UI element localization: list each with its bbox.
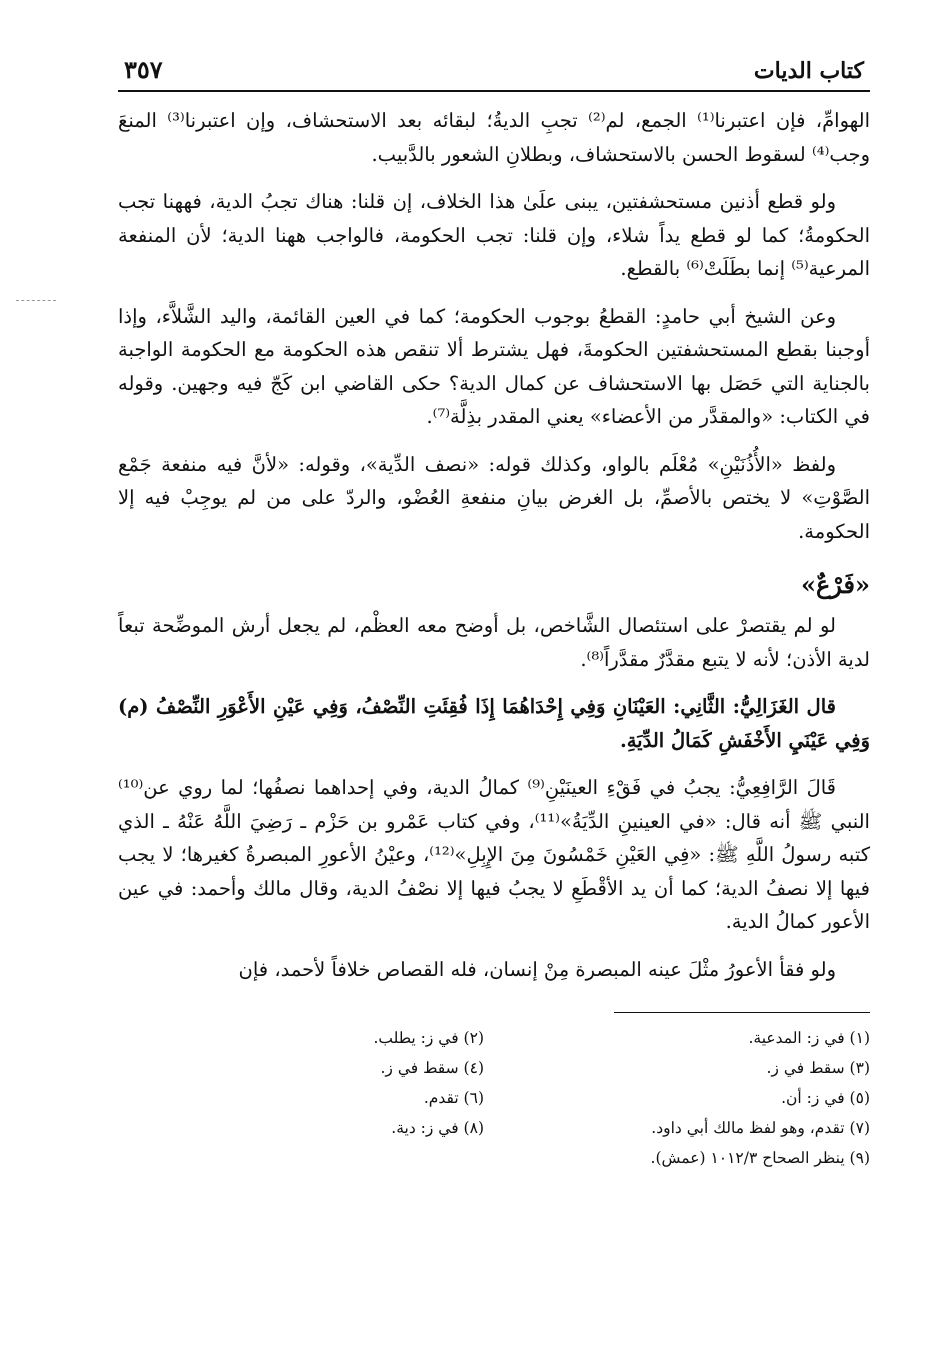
footnote-divider xyxy=(614,1012,870,1013)
page-number: ٣٥٧ xyxy=(124,55,163,84)
footnote: (٨) في ز: دية. xyxy=(391,1119,484,1137)
footnotes-left-column xyxy=(118,1023,484,1173)
running-title: كتاب الديات xyxy=(753,58,864,84)
footnote: (٤) سقط في ز. xyxy=(380,1059,484,1077)
footnote: (٦) تقدم. xyxy=(423,1089,484,1107)
book-page xyxy=(118,40,870,1173)
footnote: (٩) ينظر الصحاح ١٠١٢/٣ (عمش). xyxy=(650,1149,870,1167)
footnote: (٢) في ز: يطلب. xyxy=(373,1029,484,1047)
paragraph: وعن الشيخ أبي حامدٍ: القطعُ بوجوب الحكومة؛ كما في العين القائمة، واليد الشَّلاَّء، وإذا أوجبنا بقطع المستحشفتين الحكومةَ، فهل يشترط ألا تنقص هذه الحكومة مع الحكومة الواجبة بالجناية التي حَصَل بها الاستحشاف عن كمال الدية؟ حكى القاضي ابن كَجّ فيه وجهين. وقوله في الكتاب: «والمقدَّر من الأعضاء» يعني المقدر بذِلَّة⁽⁷⁾. xyxy=(118,304,870,428)
footnotes xyxy=(118,1023,870,1173)
paragraph: قَالَ الرَّافِعِيُّ: يجبُ في فَقْءِ العينَيْنِ⁽⁹⁾ كمالُ الدية، وفي إحداهما نصفُها؛ لما روي عن⁽¹⁰⁾ النبي ﷺ أنه قال: «في العينينِ الدِّيَةُ»⁽¹¹⁾، وفي كتاب عَمْرو بن حَزْم ـ رَضِيَ اللَّهُ عَنْهُ ـ الذي كتبه رسولُ اللَّهِ ﷺ: «فِي العَيْنِ خَمْسُونَ مِنَ الإِبِلِ»⁽¹²⁾، وعيْنُ الأعورِ المبصرةُ كغيرها؛ لا يجب فيها إلا نصفُ الدية؛ كما أن يد الأقْطَعِ لا يجبُ فيها إلا نصْفُ الدية، وقال مالك وأحمد: في عين الأعور كمالُ الدية. xyxy=(118,776,870,933)
footnotes-right-column xyxy=(504,1023,870,1173)
margin-mark xyxy=(16,300,56,301)
paragraph: ولو قطع أذنين مستحشفتين، يبنى علَىٰ هذا الخلاف، إن قلنا: هناك تجبُ الدية، فههنا تجب الحكومةُ؛ كما لو قطع يداً شلاء، وإن قلنا: تجب الحكومة، فالواجب ههنا الدية؛ لأن المنفعة المرعية⁽⁵⁾ إنما بطَلَتْ⁽⁶⁾ بالقطع. xyxy=(118,190,870,280)
footnote: (٥) في ز: أن. xyxy=(781,1089,870,1107)
ghazali-quote: قال الغَزَالِيُّ: الثَّانِي: العَيْنَانِ وَفِي إِحْدَاهُمَا إِذَا فُقِئَتِ النِّصْفُ، وَفِي عَيْنِ الأَعْوَرِ النِّصْفُ (م) وَفِي عَيْنَيِ الأَخْفَشِ كَمَالُ الدِّيَةِ. xyxy=(118,695,870,752)
footnote: (٧) تقدم، وهو لفظ مالك أبي داود. xyxy=(651,1119,870,1137)
section-heading: «فَرْعٌ» xyxy=(800,570,870,599)
page-header xyxy=(118,40,870,92)
paragraph: ولفظ «الأُذُنَيْنِ» مُعْلَم بالواو، وكذلك قوله: «نصف الدِّية»، وقوله: «لأنَّ فيه منفعة جَمْع الصَّوْتِ» لا يختص بالأصمِّ، بل الغرض بيانِ منفعةِ العُضْو، والردّ على من لم يوجِبْ فيه إلا الحكومة. xyxy=(118,452,870,543)
footnote: (٣) سقط في ز. xyxy=(766,1059,870,1077)
page-body xyxy=(118,92,870,986)
paragraph: لو لم يقتصرْ على استئصال الشَّاخص، بل أوضح معه العظْم، لم يجعل أرش الموضِّحة تبعاً لدية الأذن؛ لأنه لا يتبع مقدَّرٌ مقدَّراً⁽⁸⁾. xyxy=(118,614,870,671)
paragraph: الهوامِّ، فإن اعتبرنا⁽¹⁾ الجمع، لم⁽²⁾ تجبِ الديةُ؛ لبقائه بعد الاستحشاف، وإن اعتبرنا⁽³⁾ المنعَ وجب⁽⁴⁾ لسقوط الحسن بالاستحشاف، وبطلانِ الشعور بالدَّبيب. xyxy=(118,109,870,166)
paragraph: ولو فقأ الأعورُ مثْلَ عينه المبصرة مِنْ إنسان، فله القصاص خلافاً لأحمد، فإن xyxy=(238,957,836,981)
footnote: (١) في ز: المدعية. xyxy=(748,1029,870,1047)
